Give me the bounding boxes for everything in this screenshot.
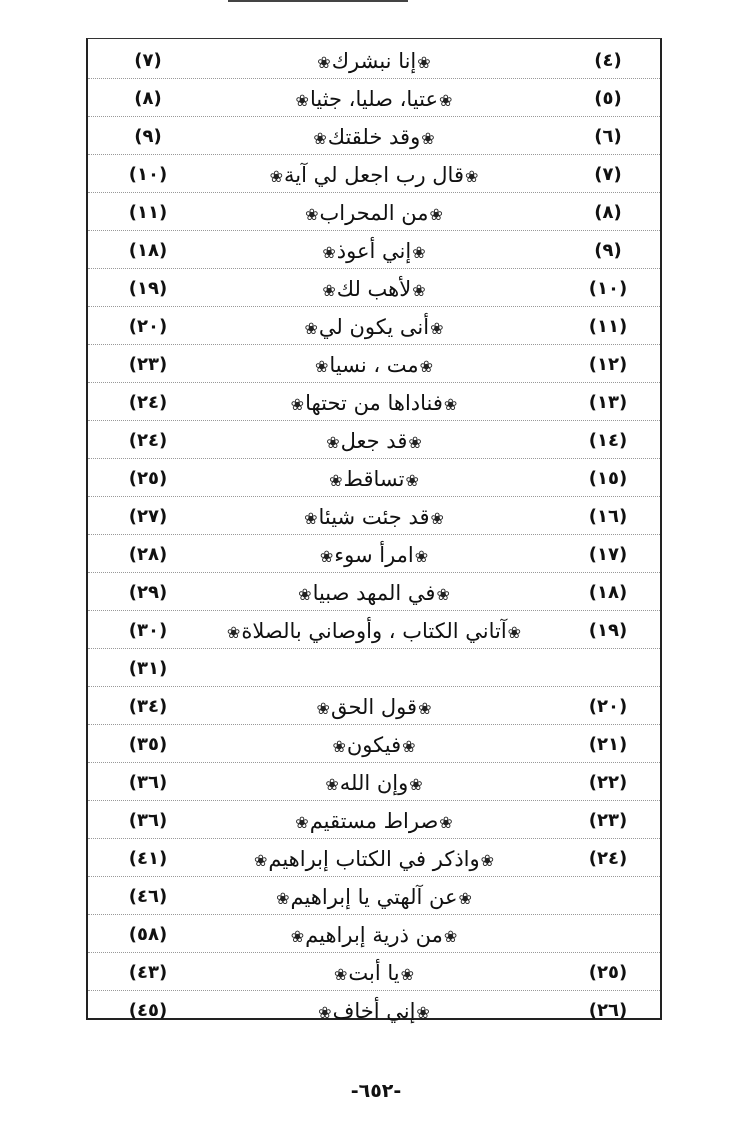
ornament-open-icon: ❀ [408, 433, 422, 452]
ornament-open-icon: ❀ [436, 585, 450, 604]
phrase-text: قول الحق [330, 695, 418, 719]
ornament-close-icon: ❀ [295, 91, 309, 110]
ornament-close-icon: ❀ [322, 281, 336, 300]
top-decorative-rule [228, 0, 408, 2]
phrase-cell [200, 79, 548, 117]
phrase-text: يا أبت [348, 961, 400, 985]
verse-number-cell [558, 915, 658, 953]
verse-number-cell: (٩) [594, 240, 622, 261]
page-ref-cell: (٣٤) [128, 696, 168, 717]
ornament-open-icon: ❀ [480, 851, 495, 870]
phrase-cell [200, 725, 548, 763]
table-row [88, 535, 660, 573]
verse-number-cell: (١٩) [588, 620, 628, 641]
ornament-close-icon: ❀ [226, 623, 241, 642]
table-row [88, 231, 660, 269]
phrase-cell [200, 231, 548, 269]
phrase-text: قال رب اجعل لي آية [284, 163, 464, 187]
page-ref-cell: (٢٤) [128, 430, 168, 451]
phrase-cell [200, 801, 548, 839]
page-ref-cell: (٣٠) [128, 620, 168, 641]
ornament-close-icon: ❀ [325, 775, 339, 794]
phrase-cell [200, 877, 548, 915]
ornament-close-icon: ❀ [333, 965, 348, 984]
verse-number-cell: (١٤) [588, 430, 628, 451]
ornament-open-icon: ❀ [400, 965, 415, 984]
phrase-cell [200, 383, 548, 421]
verse-number-cell: (٥) [594, 88, 622, 109]
table-row [88, 497, 660, 535]
ornament-open-icon: ❀ [443, 395, 458, 414]
verse-number-cell: (٢٠) [588, 696, 628, 717]
phrase-text: أنى يكون لي [318, 315, 430, 339]
table-row [88, 839, 660, 877]
table-row [88, 573, 660, 611]
page-number: -٦٥٢- [350, 1080, 402, 1102]
ornament-close-icon: ❀ [269, 167, 283, 186]
table-row [88, 725, 660, 763]
verse-number-cell: (١٢) [588, 354, 628, 375]
ornament-open-icon: ❀ [429, 205, 443, 224]
phrase-text: فناداها من تحتها [305, 391, 443, 415]
phrase-cell [200, 307, 548, 345]
table-row [88, 307, 660, 345]
page-ref-cell: (٢٥) [128, 468, 168, 489]
ornament-open-icon: ❀ [402, 737, 416, 756]
ornament-close-icon: ❀ [304, 319, 318, 338]
phrase-text: امرأ سوء [334, 543, 414, 567]
phrase-cell [200, 421, 548, 459]
ornament-close-icon: ❀ [304, 509, 318, 528]
phrase-cell [200, 117, 548, 155]
table-row [88, 421, 660, 459]
page-ref-cell: (١٠) [128, 164, 168, 185]
verse-number-cell: (٢١) [588, 734, 628, 755]
phrase-text: مت ، نسيا [329, 353, 419, 377]
phrase-text: من المحراب [319, 201, 429, 225]
phrase-text: إني أخاف [332, 999, 416, 1023]
ornament-open-icon: ❀ [417, 53, 431, 72]
verse-number-cell: (٨) [594, 202, 622, 223]
table-row [88, 801, 660, 839]
page-ref-cell: (١١) [128, 202, 168, 223]
page-ref-cell: (٢٣) [128, 354, 168, 375]
page-ref-cell: (٣٦) [128, 772, 168, 793]
phrase-cell [200, 915, 548, 953]
phrase-cell [200, 535, 548, 573]
phrase-text: وقد خلقتك [327, 125, 421, 149]
ornament-close-icon: ❀ [326, 433, 340, 452]
phrase-text: قد جئت شيئا [318, 505, 430, 529]
phrase-text: صراط مستقيم [309, 809, 439, 833]
phrase-cell [200, 41, 548, 79]
phrase-text: واذكر في الكتاب إبراهيم [268, 847, 480, 871]
table-row [88, 763, 660, 801]
ornament-open-icon: ❀ [412, 281, 426, 300]
ornament-open-icon: ❀ [430, 319, 444, 338]
ornament-open-icon: ❀ [412, 243, 426, 262]
ornament-close-icon: ❀ [318, 1003, 332, 1022]
table-row [88, 193, 660, 231]
page-ref-cell: (٤٥) [128, 1000, 168, 1021]
table-row [88, 915, 660, 953]
ornament-close-icon: ❀ [290, 927, 305, 946]
phrase-cell [200, 155, 548, 193]
table-row [88, 155, 660, 193]
table-row [88, 877, 660, 915]
page-ref-cell: (٢٩) [128, 582, 168, 603]
table-row [88, 383, 660, 421]
phrase-text: من ذرية إبراهيم [305, 923, 443, 947]
ornament-close-icon: ❀ [290, 395, 305, 414]
phrase-text: إنا نبشرك [331, 49, 417, 73]
page-ref-cell: (٢٤) [128, 392, 168, 413]
ornament-close-icon: ❀ [276, 889, 290, 908]
table-row [88, 269, 660, 307]
verse-number-cell: (٢٣) [588, 810, 628, 831]
verse-number-cell: (١٥) [588, 468, 628, 489]
phrase-cell [200, 687, 548, 725]
table-row [88, 953, 660, 991]
ornament-close-icon: ❀ [298, 585, 312, 604]
ornament-open-icon: ❀ [418, 699, 432, 718]
verse-number-cell: (١٨) [588, 582, 628, 603]
table-row [88, 345, 660, 383]
table-row [88, 991, 660, 1029]
phrase-cell [200, 953, 548, 991]
phrase-text: إني أعوذ [336, 239, 412, 263]
phrase-text: تساقط [343, 467, 405, 491]
page-ref-cell: (٤١) [128, 848, 168, 869]
ornament-open-icon: ❀ [409, 775, 423, 794]
verse-number-cell [558, 649, 658, 687]
page-ref-cell: (٤٦) [128, 886, 168, 907]
verse-number-cell: (٢٥) [588, 962, 628, 983]
ornament-close-icon: ❀ [329, 471, 343, 490]
table-row [88, 79, 660, 117]
phrase-cell [200, 269, 548, 307]
page-ref-cell: (٢٧) [128, 506, 168, 527]
verse-number-cell: (٢٤) [588, 848, 628, 869]
phrase-cell [200, 345, 548, 383]
page-ref-cell: (٣٥) [128, 734, 168, 755]
verse-number-cell: (٢٦) [588, 1000, 628, 1021]
page-ref-cell: (٢٠) [128, 316, 168, 337]
page-ref-cell: (١٩) [128, 278, 168, 299]
phrase-cell [200, 193, 548, 231]
verse-number-cell: (٦) [594, 126, 622, 147]
ornament-open-icon: ❀ [443, 927, 458, 946]
phrase-text: فيكون [346, 733, 402, 757]
verse-number-cell [558, 877, 658, 915]
table-row [88, 611, 660, 649]
phrase-text: وإن الله [339, 771, 409, 795]
page-ref-cell: (١٨) [128, 240, 168, 261]
phrase-text: عتيا، صليا، جثيا [309, 87, 439, 111]
ornament-close-icon: ❀ [305, 205, 319, 224]
ornament-close-icon: ❀ [332, 737, 346, 756]
ornament-close-icon: ❀ [322, 243, 336, 262]
phrase-cell [200, 991, 548, 1029]
table-row [88, 41, 660, 79]
ornament-open-icon: ❀ [507, 623, 522, 642]
ornament-open-icon: ❀ [465, 167, 479, 186]
table-row [88, 117, 660, 155]
phrase-text: لأهب لك [336, 277, 412, 301]
verse-number-cell: (١٠) [588, 278, 628, 299]
verse-number-cell: (٧) [594, 164, 622, 185]
ornament-open-icon: ❀ [414, 547, 429, 566]
page-ref-cell: (٢٨) [128, 544, 168, 565]
phrase-text: عن آلهتي يا إبراهيم [290, 885, 458, 909]
verse-number-cell: (٢٢) [588, 772, 628, 793]
verse-number-cell: (١٧) [588, 544, 628, 565]
verse-number-cell: (١٣) [588, 392, 628, 413]
page-ref-cell: (٩) [134, 126, 162, 147]
table-row [88, 459, 660, 497]
verse-number-cell: (٤) [594, 50, 622, 71]
phrase-cell [200, 649, 548, 687]
ornament-close-icon: ❀ [319, 547, 334, 566]
ornament-close-icon: ❀ [314, 357, 329, 376]
phrase-cell [200, 763, 548, 801]
phrase-cell [200, 839, 548, 877]
phrase-text: في المهد صبيا [312, 581, 436, 605]
ornament-open-icon: ❀ [439, 813, 453, 832]
ornament-open-icon: ❀ [439, 91, 453, 110]
ornament-close-icon: ❀ [313, 129, 327, 148]
verse-number-cell: (١١) [588, 316, 628, 337]
table-row [88, 649, 660, 687]
page-ref-cell: (٣٦) [128, 810, 168, 831]
page-ref-cell: (٧) [134, 50, 162, 71]
ornament-close-icon: ❀ [317, 53, 331, 72]
ornament-close-icon: ❀ [316, 699, 330, 718]
phrase-cell [200, 611, 548, 649]
ornament-close-icon: ❀ [295, 813, 309, 832]
ornament-open-icon: ❀ [421, 129, 435, 148]
ornament-open-icon: ❀ [416, 1003, 430, 1022]
page-ref-cell: (٣١) [128, 658, 168, 679]
page-ref-cell: (٤٣) [128, 962, 168, 983]
table-row [88, 687, 660, 725]
page-ref-cell: (٨) [134, 88, 162, 109]
verse-number-cell: (١٦) [588, 506, 628, 527]
ornament-open-icon: ❀ [458, 889, 472, 908]
phrase-cell [200, 573, 548, 611]
index-table [86, 38, 662, 1023]
ornament-open-icon: ❀ [419, 357, 434, 376]
ornament-open-icon: ❀ [430, 509, 444, 528]
page-ref-cell: (٥٨) [128, 924, 168, 945]
phrase-text: قد جعل [340, 429, 408, 453]
phrase-cell [200, 459, 548, 497]
phrase-text: آتاني الكتاب ، وأوصاني بالصلاة [241, 619, 507, 643]
ornament-open-icon: ❀ [405, 471, 419, 490]
ornament-close-icon: ❀ [253, 851, 268, 870]
phrase-cell [200, 497, 548, 535]
